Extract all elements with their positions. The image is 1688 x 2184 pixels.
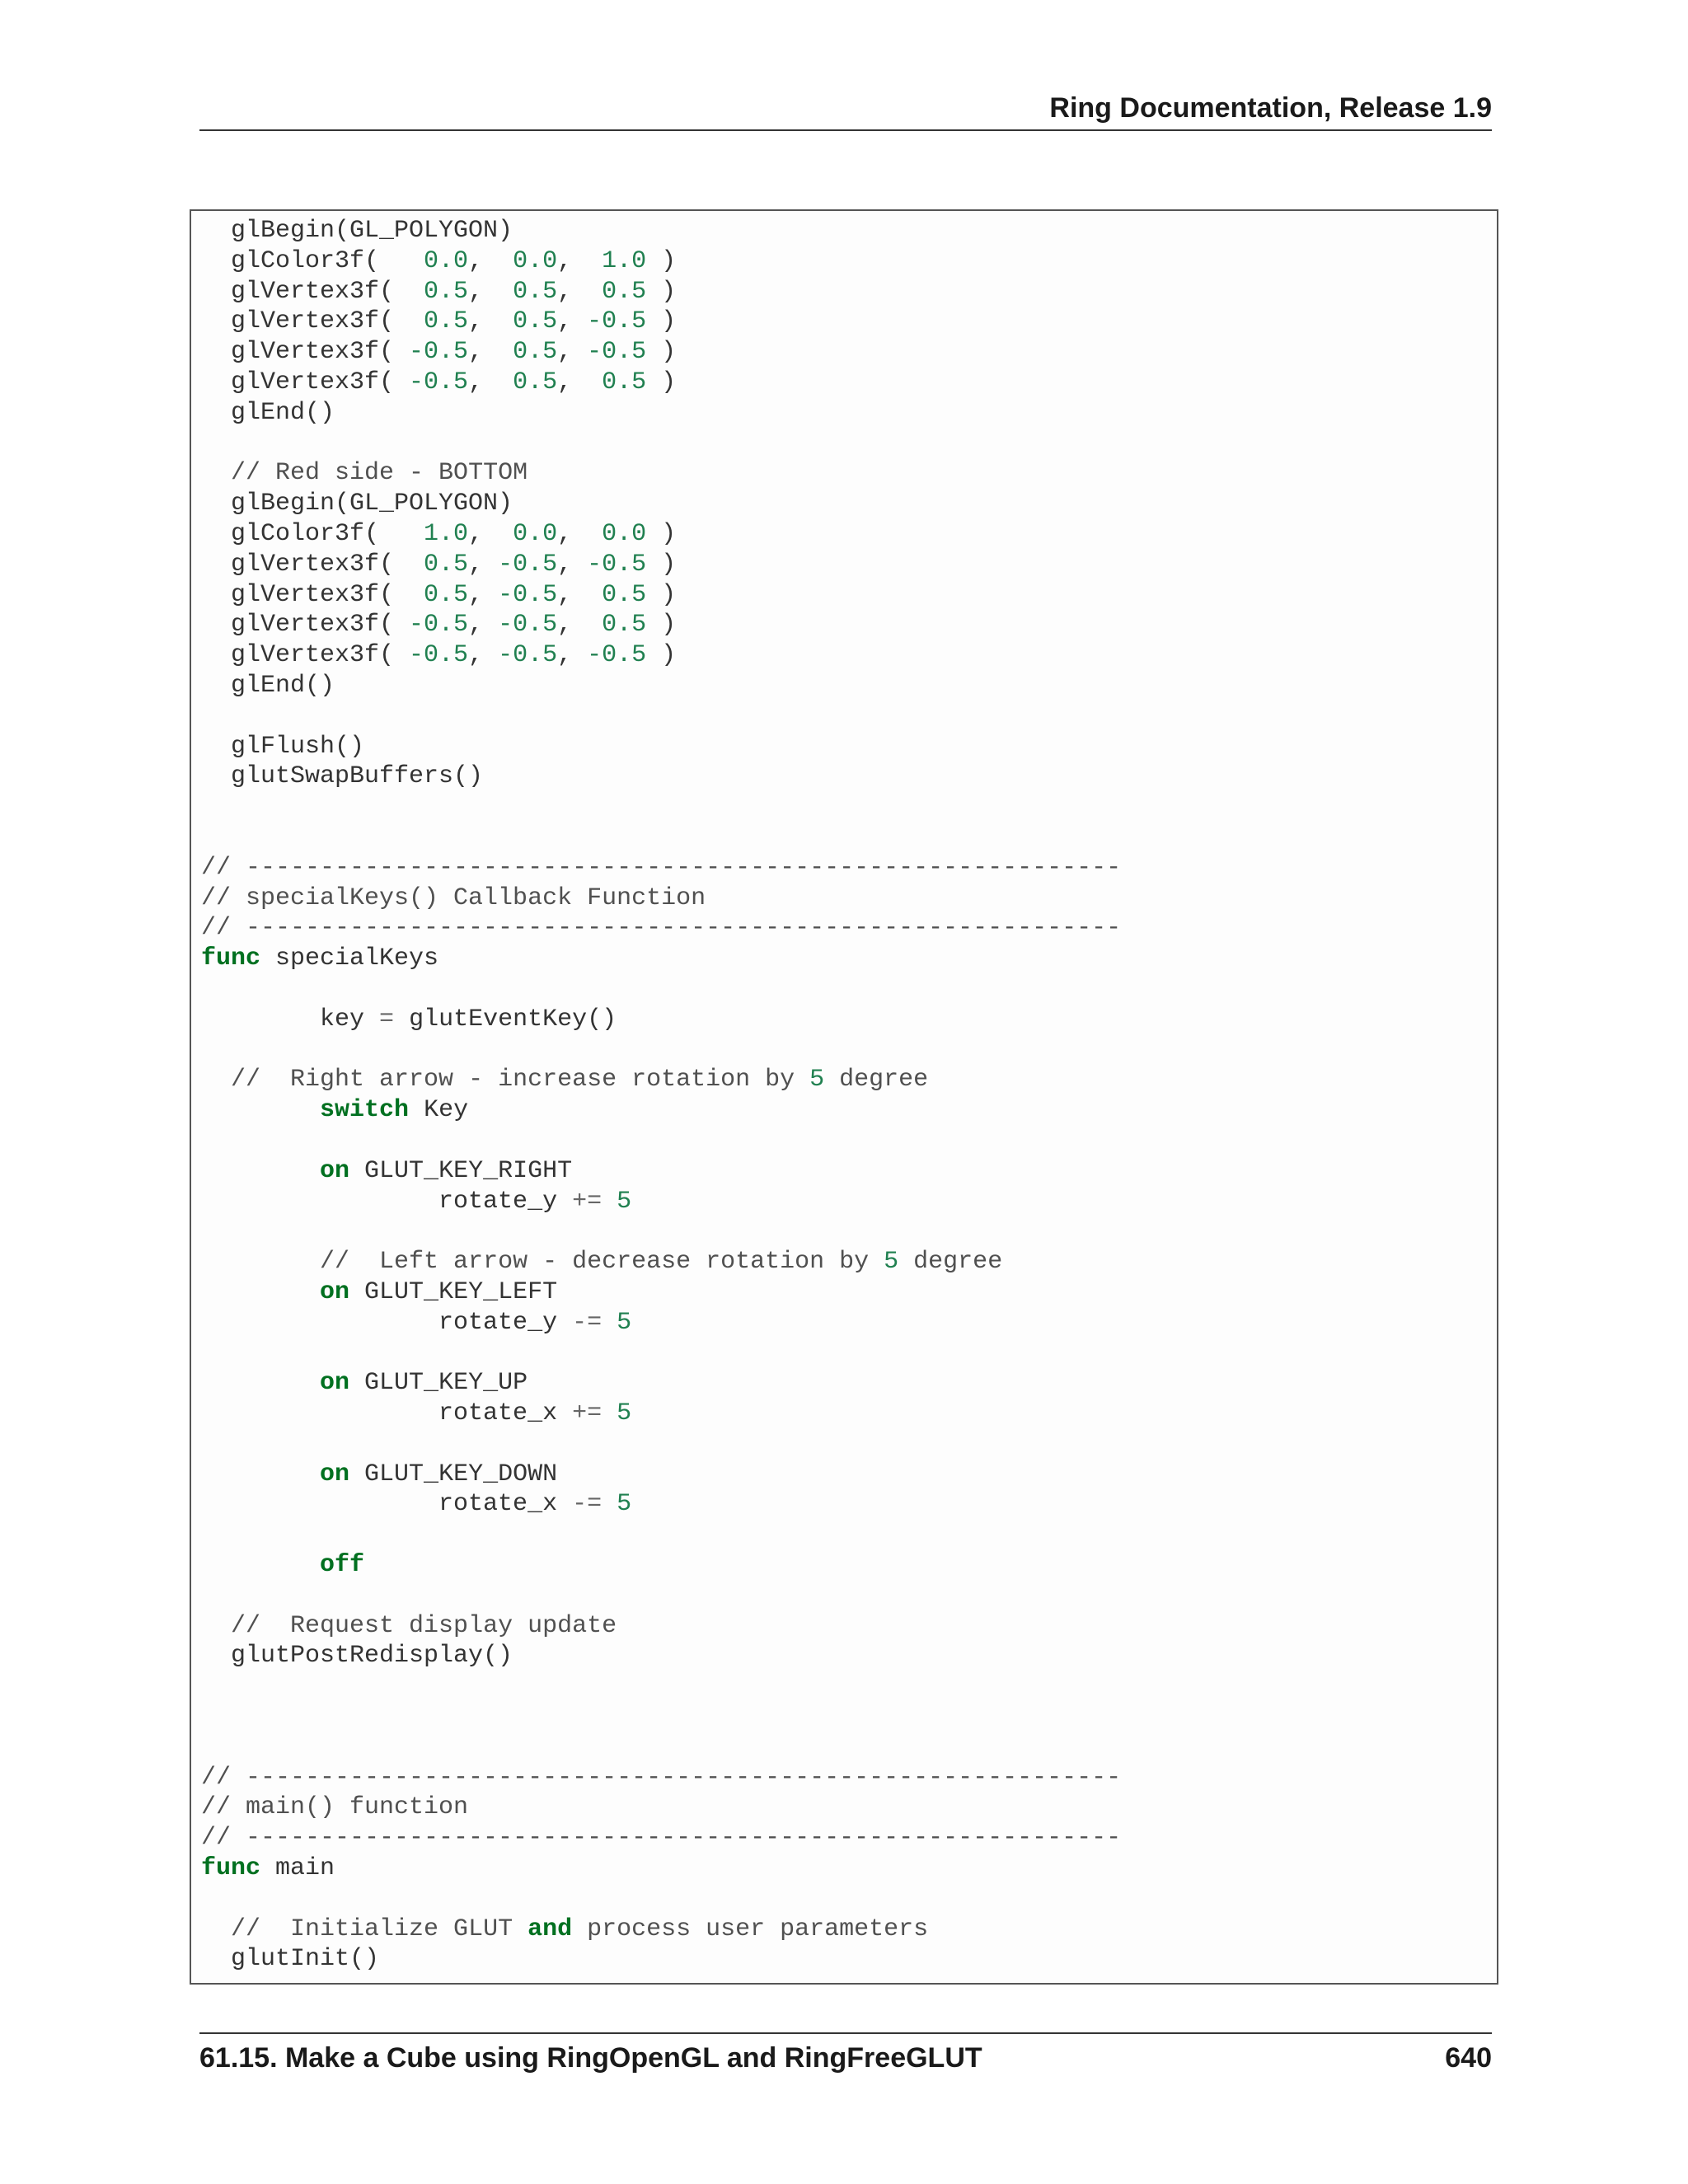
code-number: -0.5: [409, 641, 469, 670]
code-line: [201, 853, 1121, 883]
code-number: 0.5: [513, 307, 558, 336]
code-text: ): [646, 611, 677, 640]
code-line: [201, 368, 1121, 398]
code-number: 5: [617, 1187, 632, 1216]
code-line: [201, 1247, 1121, 1277]
code-text: GLUT_KEY_RIGHT: [349, 1156, 573, 1185]
code-text: glVertex3f(: [201, 277, 424, 306]
footer-rule: [199, 2032, 1492, 2034]
code-block: [190, 209, 1498, 1985]
code-text: [201, 1915, 231, 1943]
code-text: ,: [468, 277, 513, 306]
code-text: Key: [409, 1096, 469, 1125]
code-text: [201, 1278, 320, 1306]
code-text: rotate_x: [201, 1399, 573, 1428]
code-text: glutInit(): [201, 1945, 380, 1974]
code-line: [201, 1944, 1121, 1975]
code-line: [201, 1065, 1121, 1095]
code-text: ,: [468, 338, 513, 367]
code-text: ,: [468, 519, 513, 548]
code-line: [201, 429, 1121, 459]
code-text: ,: [468, 580, 499, 609]
code-line: [201, 792, 1121, 823]
code-number: -0.5: [498, 580, 558, 609]
code-number: 1.0: [424, 519, 469, 548]
code-text: ,: [468, 368, 513, 396]
code-line: [201, 701, 1121, 732]
code-text: ): [646, 580, 677, 609]
code-line: [201, 1884, 1121, 1915]
code-text: ,: [557, 550, 588, 579]
code-line: [201, 1611, 1121, 1642]
code-text: glVertex3f(: [201, 368, 410, 396]
code-comment: degree: [898, 1248, 1003, 1277]
footer-section-title: 61.15. Make a Cube using RingOpenGL and RingFreeGLUT: [199, 2042, 982, 2074]
code-line: [201, 246, 1121, 277]
code-text: glVertex3f(: [201, 550, 424, 579]
code-text: [602, 1490, 617, 1518]
code-text: ): [646, 641, 677, 670]
code-text: [602, 1309, 617, 1337]
code-text: ): [646, 338, 677, 367]
code-line: [201, 610, 1121, 640]
code-text: rotate_y: [201, 1308, 573, 1337]
code-keyword: on: [320, 1277, 350, 1306]
code-text: [602, 1399, 617, 1427]
code-text: [201, 1612, 231, 1640]
code-text: [201, 1157, 320, 1185]
page-number: 640: [1445, 2042, 1492, 2074]
code-line: [201, 1187, 1121, 1217]
code-text: ): [646, 519, 677, 548]
code-number: -0.5: [498, 611, 558, 640]
code-text: ,: [557, 611, 603, 640]
code-text: ,: [468, 641, 499, 670]
code-text: specialKeys: [260, 944, 439, 973]
code-comment: // Left arrow - decrease rotation by: [320, 1248, 884, 1277]
code-line: [201, 1489, 1121, 1520]
code-number: 0.0: [602, 519, 647, 548]
code-comment: degree: [824, 1066, 929, 1094]
code-line: [201, 1126, 1121, 1156]
code-line: [201, 489, 1121, 519]
code-text: glEnd(): [201, 398, 335, 427]
code-line: [201, 913, 1121, 944]
code-keyword: func: [201, 1854, 261, 1883]
code-text: glutEventKey(): [394, 1005, 617, 1033]
code-line: [201, 1763, 1121, 1793]
code-line: [201, 1460, 1121, 1490]
code-number: 0.5: [513, 368, 558, 396]
code-text: ): [646, 277, 677, 306]
code-text: ,: [557, 338, 588, 367]
code-comment: // main() function: [201, 1793, 469, 1822]
code-operator: =: [379, 1005, 395, 1033]
code-number: 0.5: [513, 277, 558, 306]
code-text: ,: [468, 550, 499, 579]
code-comment: // Red side - BOTTOM: [231, 459, 528, 488]
code-number: -0.5: [498, 641, 558, 670]
code-text: [201, 1096, 320, 1124]
code-keyword: on: [320, 1156, 350, 1185]
code-number: -0.5: [498, 550, 558, 579]
code-text: ): [646, 307, 677, 336]
code-comment: // -----------------------------------------------------------: [201, 1824, 1122, 1853]
code-comment: // -----------------------------------------------------------: [201, 914, 1122, 943]
code-line: [201, 1005, 1121, 1035]
code-text: ,: [557, 641, 588, 670]
code-line: [201, 398, 1121, 429]
code-operator: +=: [572, 1187, 603, 1216]
code-number: -0.5: [587, 641, 647, 670]
code-number: 0.5: [424, 307, 469, 336]
code-comment: // Request display update: [231, 1611, 617, 1640]
code-line: [201, 974, 1121, 1005]
code-number: 5: [617, 1399, 632, 1428]
code-text: key: [201, 1005, 380, 1033]
code-line: [201, 1429, 1121, 1460]
code-comment: // specialKeys() Callback Function: [201, 883, 706, 912]
code-comment: // -----------------------------------------------------------: [201, 1763, 1122, 1792]
code-line: [201, 1915, 1121, 1945]
code-text: ,: [557, 307, 588, 336]
code-keyword: and: [528, 1915, 573, 1943]
code-text: glVertex3f(: [201, 611, 410, 640]
code-line: [201, 277, 1121, 307]
code-text: glEnd(): [201, 671, 335, 700]
code-line: [201, 1550, 1121, 1581]
code-number: 0.5: [602, 580, 647, 609]
code-comment: process user parameters: [572, 1915, 929, 1943]
code-listing: [201, 216, 1121, 1975]
code-number: -0.5: [409, 338, 469, 367]
code-number: 0.5: [602, 277, 647, 306]
code-text: glColor3f(: [201, 519, 424, 548]
code-text: ,: [468, 307, 513, 336]
code-number: 0.5: [424, 580, 469, 609]
code-line: [201, 1793, 1121, 1823]
code-line: [201, 1399, 1121, 1429]
code-keyword: switch: [320, 1096, 410, 1125]
code-number: 5: [809, 1066, 825, 1094]
code-number: 5: [617, 1490, 632, 1519]
code-text: ): [646, 550, 677, 579]
code-text: ,: [557, 277, 603, 306]
code-text: rotate_x: [201, 1490, 573, 1519]
code-number: 0.5: [602, 368, 647, 396]
code-line: [201, 1216, 1121, 1247]
code-text: glutPostRedisplay(): [201, 1642, 513, 1671]
code-text: [201, 1066, 231, 1094]
code-line: [201, 944, 1121, 974]
code-comment: // -----------------------------------------------------------: [201, 853, 1122, 882]
code-line: [201, 337, 1121, 368]
code-line: [201, 1520, 1121, 1550]
code-text: ,: [557, 246, 603, 275]
code-text: ,: [557, 580, 603, 609]
code-line: [201, 1581, 1121, 1611]
header-rule: [199, 129, 1492, 131]
code-text: rotate_y: [201, 1187, 573, 1216]
code-text: GLUT_KEY_LEFT: [349, 1277, 558, 1306]
code-line: [201, 1702, 1121, 1732]
code-line: [201, 1732, 1121, 1763]
code-text: ,: [557, 519, 603, 548]
code-number: -0.5: [587, 550, 647, 579]
code-number: 1.0: [602, 246, 647, 275]
code-line: [201, 519, 1121, 550]
code-line: [201, 1671, 1121, 1702]
code-line: [201, 1823, 1121, 1854]
code-line: [201, 458, 1121, 489]
code-line: [201, 1035, 1121, 1066]
code-line: [201, 1368, 1121, 1399]
code-number: 0.5: [424, 277, 469, 306]
code-text: glFlush(): [201, 732, 365, 761]
code-text: ,: [468, 246, 513, 275]
code-operator: +=: [572, 1399, 603, 1428]
code-keyword: func: [201, 944, 261, 973]
code-line: [201, 640, 1121, 671]
code-text: [201, 1460, 320, 1488]
code-text: ,: [557, 368, 603, 396]
code-line: [201, 550, 1121, 580]
code-line: [201, 1338, 1121, 1368]
code-number: 0.5: [602, 611, 647, 640]
code-text: glBegin(GL_POLYGON): [201, 490, 513, 518]
header-title: Ring Documentation, Release 1.9: [1049, 92, 1492, 124]
code-text: glVertex3f(: [201, 307, 424, 336]
code-text: ): [646, 368, 677, 396]
code-text: glVertex3f(: [201, 338, 410, 367]
code-text: ): [646, 246, 677, 275]
code-number: 0.0: [513, 246, 558, 275]
code-text: glColor3f(: [201, 246, 424, 275]
code-number: -0.5: [409, 368, 469, 396]
code-text: GLUT_KEY_DOWN: [349, 1460, 558, 1488]
code-line: [201, 307, 1121, 337]
code-number: -0.5: [587, 307, 647, 336]
code-line: [201, 1641, 1121, 1671]
code-line: [201, 1277, 1121, 1308]
code-line: [201, 216, 1121, 246]
code-number: -0.5: [587, 338, 647, 367]
code-line: [201, 823, 1121, 853]
code-operator: -=: [572, 1308, 603, 1337]
code-line: [201, 1854, 1121, 1884]
code-keyword: on: [320, 1460, 350, 1488]
code-line: [201, 580, 1121, 611]
code-text: ,: [468, 611, 499, 640]
code-number: 0.0: [424, 246, 469, 275]
code-text: main: [260, 1854, 335, 1883]
code-text: [201, 1369, 320, 1397]
code-keyword: on: [320, 1369, 350, 1398]
code-line: [201, 1156, 1121, 1187]
code-text: [201, 1248, 320, 1276]
code-line: [201, 671, 1121, 701]
code-text: glBegin(GL_POLYGON): [201, 217, 513, 245]
code-comment: // Right arrow - increase rotation by: [231, 1066, 810, 1094]
code-text: GLUT_KEY_UP: [349, 1369, 528, 1398]
code-operator: -=: [572, 1490, 603, 1519]
code-line: [201, 732, 1121, 762]
code-text: glVertex3f(: [201, 641, 410, 670]
code-number: 0.0: [513, 519, 558, 548]
code-text: glVertex3f(: [201, 580, 424, 609]
code-number: -0.5: [409, 611, 469, 640]
code-keyword: off: [320, 1551, 365, 1580]
code-text: [201, 459, 231, 487]
code-number: 5: [884, 1248, 899, 1277]
code-line: [201, 1095, 1121, 1126]
code-line: [201, 762, 1121, 792]
code-text: [602, 1188, 617, 1216]
code-comment: // Initialize GLUT: [231, 1915, 528, 1943]
code-text: [201, 1551, 320, 1579]
code-number: 0.5: [513, 338, 558, 367]
code-number: 5: [617, 1308, 632, 1337]
code-text: glutSwapBuffers(): [201, 762, 484, 791]
code-number: 0.5: [424, 550, 469, 579]
code-line: [201, 883, 1121, 914]
code-line: [201, 1308, 1121, 1338]
